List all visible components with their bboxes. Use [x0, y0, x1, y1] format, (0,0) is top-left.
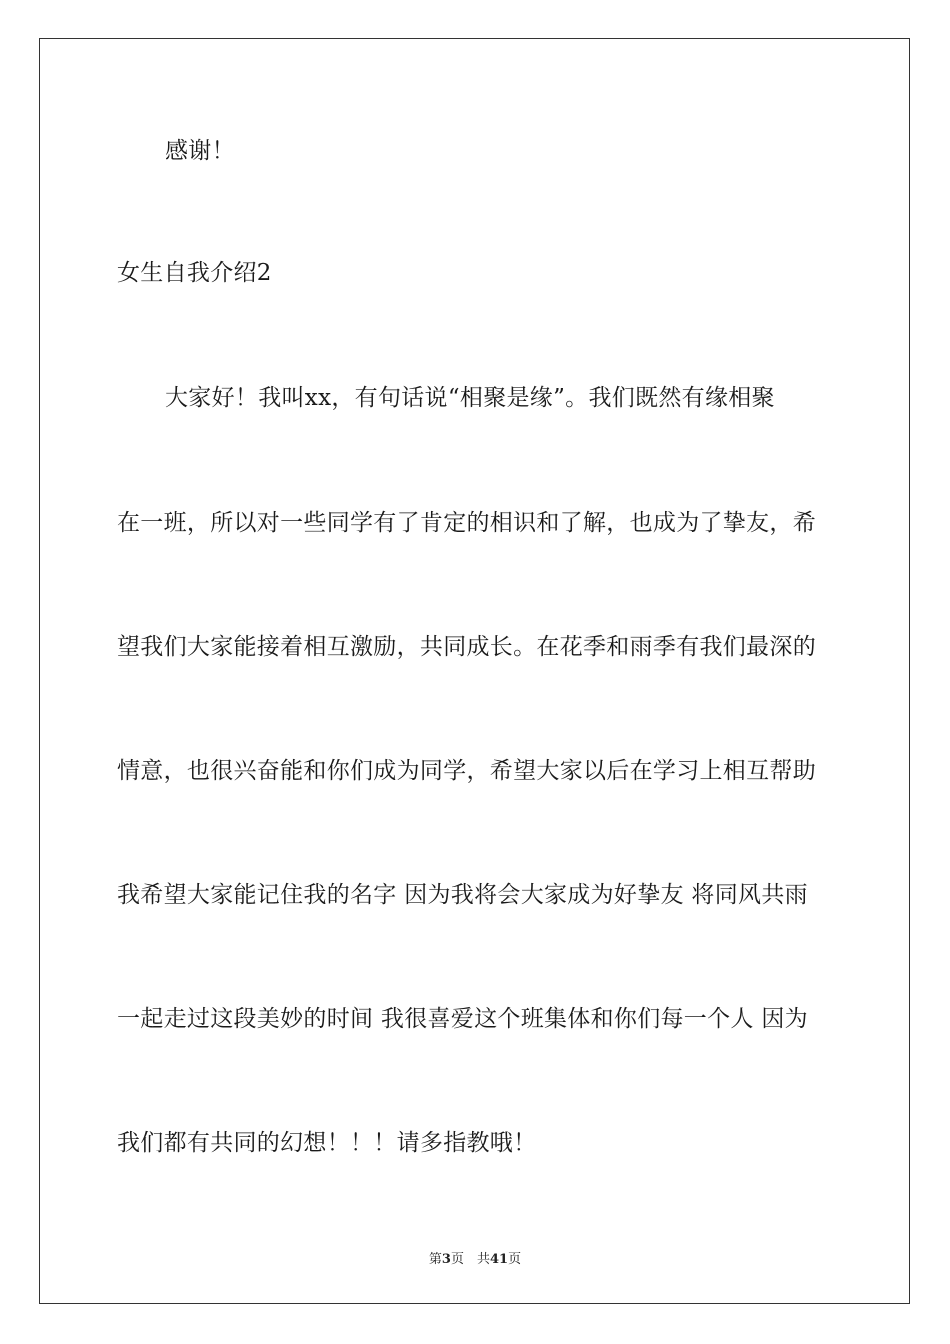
- paragraph-line-3: 望我们大家能接着相互激励，共同成长。在花季和雨季有我们最深的: [117, 634, 816, 660]
- paragraph-line-1: 大家好！我叫xx，有句话说“相聚是缘”。我们既然有缘相聚: [165, 385, 775, 411]
- paragraph-line-4: 情意，也很兴奋能和你们成为同学，希望大家以后在学习上相互帮助: [117, 758, 816, 784]
- paragraph-line-2: 在一班，所以对一些同学有了肯定的相识和了解，也成为了挚友，希: [117, 510, 816, 536]
- footer-suffix: 页: [508, 1252, 522, 1267]
- footer-mid: 页 共: [450, 1252, 490, 1267]
- page-border: [39, 38, 910, 1304]
- footer-total-pages: 41: [489, 1252, 509, 1267]
- page-footer: [0, 1248, 950, 1267]
- paragraph-line-7: 我们都有共同的幻想！！！请多指教哦！: [117, 1130, 537, 1156]
- footer-prefix: 第: [428, 1252, 442, 1267]
- section-heading: 女生自我介绍2: [117, 260, 272, 286]
- footer-current-page: 3: [441, 1252, 451, 1267]
- paragraph-line-5: 我希望大家能记住我的名字 因为我将会大家成为好挚友 将同风共雨: [117, 882, 808, 908]
- paragraph-line-6: 一起走过这段美妙的时间 我很喜爱这个班集体和你们每一个人 因为: [117, 1006, 808, 1032]
- thanks-line: 感谢！: [165, 138, 235, 164]
